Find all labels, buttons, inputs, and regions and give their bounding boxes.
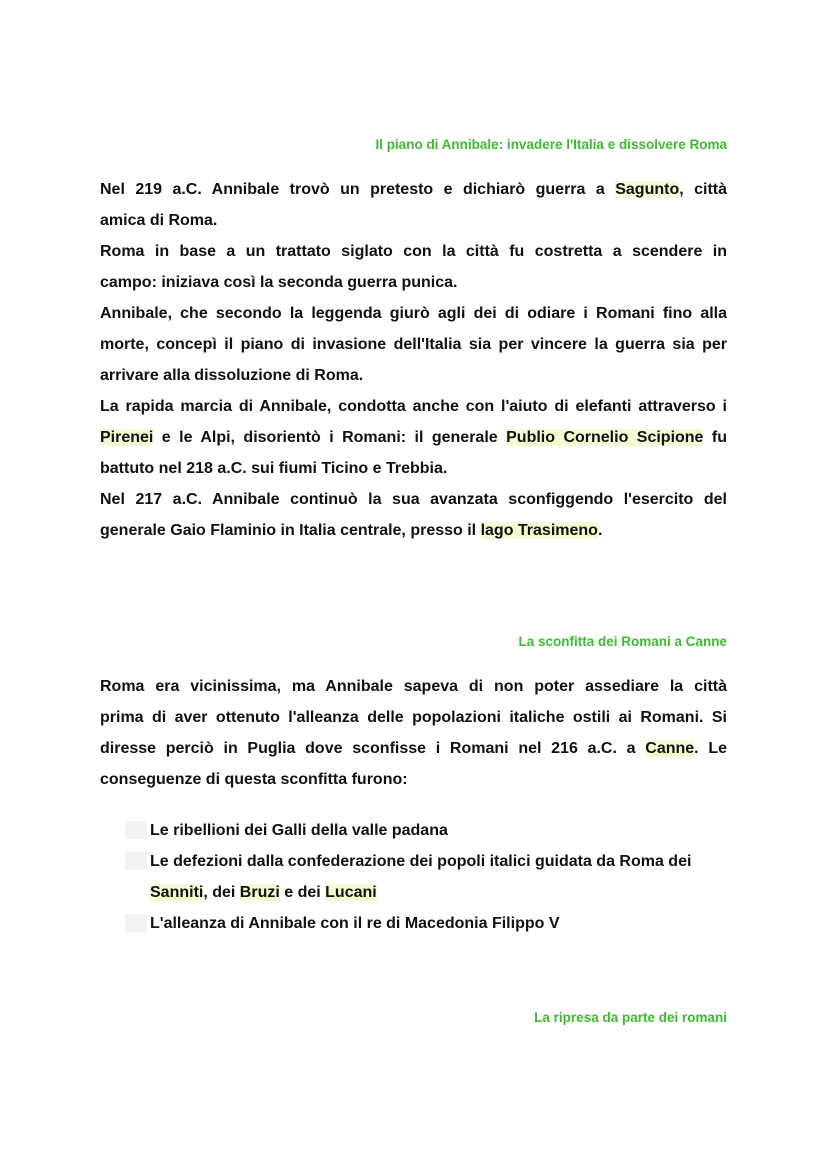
highlighted-term: Bruzi <box>239 884 280 901</box>
text-line <box>150 853 691 870</box>
list-item-text <box>150 908 725 939</box>
list-item <box>125 877 725 908</box>
heading-section-1: Il piano di Annibale: invadere l'Italia e dissolvere Roma <box>375 137 727 152</box>
text-run: . <box>597 522 603 539</box>
text-run: battuto nel 218 a.C. sui fiumi Ticino e Trebbia. <box>100 460 448 477</box>
text-run: La rapida marcia di Annibale, condotta anche con l'aiuto di elefanti attraverso i <box>100 398 727 415</box>
text-run: arrivare alla dissoluzione di Roma. <box>100 367 364 384</box>
text-run: . Le <box>694 740 728 757</box>
text-line <box>100 267 727 298</box>
text-line <box>150 822 448 839</box>
text-run: e le Alpi, disorientò i Romani: il generale <box>153 429 507 446</box>
text-run: diresse perciò in Puglia dove sconfisse i Romani nel 216 a.C. a <box>100 740 646 757</box>
highlighted-term: Lucani <box>325 884 377 901</box>
highlighted-term: Pirenei <box>100 429 154 446</box>
text-run: Le ribellioni dei Galli della valle padana <box>150 822 448 839</box>
text-run: , dei <box>203 884 240 901</box>
highlighted-term: Publio Cornelio Scipione <box>506 429 704 446</box>
highlighted-term: lago Trasimeno <box>480 522 598 539</box>
text-run: campo: iniziava così la seconda guerra punica. <box>100 274 458 291</box>
paragraph <box>100 484 727 546</box>
list-item-text <box>150 815 725 846</box>
text-line <box>100 733 727 764</box>
text-line <box>100 298 727 329</box>
text-run: morte, concepì il piano di invasione dell'Italia sia per vincere la guerra sia per <box>100 336 727 353</box>
bullet-icon <box>125 852 147 870</box>
paragraph <box>100 298 727 391</box>
paragraph <box>100 236 727 298</box>
text-run: generale Gaio Flaminio in Italia centrale, presso il <box>100 522 481 539</box>
text-line <box>100 702 727 733</box>
text-run: prima di aver ottenuto l'alleanza delle popolazioni italiche ostili ai Romani. Si <box>100 709 727 726</box>
section-2-body <box>100 671 727 795</box>
text-run: amica di Roma. <box>100 212 218 229</box>
consequences-list <box>125 815 725 939</box>
list-item <box>125 846 725 877</box>
text-line <box>100 360 727 391</box>
list-item-text <box>150 846 725 877</box>
text-line <box>100 484 727 515</box>
text-run: Nel 217 a.C. Annibale continuò la sua avanzata sconfiggendo l'esercito del <box>100 491 727 508</box>
text-run: e dei <box>279 884 326 901</box>
text-run: , città <box>679 181 727 198</box>
bullet-icon <box>125 914 147 932</box>
heading-section-3: La ripresa da parte dei romani <box>534 1010 727 1025</box>
list-item <box>125 815 725 846</box>
highlighted-term: Canne <box>645 740 695 757</box>
text-line <box>100 205 727 236</box>
text-run: Nel 219 a.C. Annibale trovò un pretesto e dichiarò guerra a <box>100 181 616 198</box>
heading-section-2: La sconfitta dei Romani a Canne <box>518 634 727 649</box>
list-item-text <box>150 877 725 908</box>
text-line <box>100 671 727 702</box>
text-line <box>150 884 377 901</box>
text-line <box>100 515 727 546</box>
text-line <box>100 174 727 205</box>
text-line <box>150 915 560 932</box>
highlighted-term: Sanniti <box>150 884 204 901</box>
paragraph <box>100 174 727 236</box>
text-line <box>100 453 727 484</box>
text-run: Roma era vicinissima, ma Annibale sapeva di non poter assediare la città <box>100 678 727 695</box>
text-line <box>100 329 727 360</box>
paragraph <box>100 391 727 484</box>
list-item <box>125 908 725 939</box>
text-line <box>100 422 727 453</box>
text-run: Le defezioni dalla confederazione dei popoli italici guidata da Roma dei <box>150 853 692 870</box>
text-run: fu <box>703 429 728 446</box>
text-run: Roma in base a un trattato siglato con la città fu costretta a scendere in <box>100 243 727 260</box>
text-run: L'alleanza di Annibale con il re di Macedonia Filippo V <box>150 915 560 932</box>
highlighted-term: Sagunto <box>615 181 680 198</box>
text-line <box>100 391 727 422</box>
text-line <box>100 236 727 267</box>
bullet-icon <box>125 821 147 839</box>
text-run: Annibale, che secondo la leggenda giurò agli dei di odiare i Romani fino alla <box>100 305 727 322</box>
section-1-body <box>100 174 727 546</box>
paragraph <box>100 671 727 795</box>
text-run: conseguenze di questa sconfitta furono: <box>100 771 408 788</box>
text-line <box>100 764 727 795</box>
